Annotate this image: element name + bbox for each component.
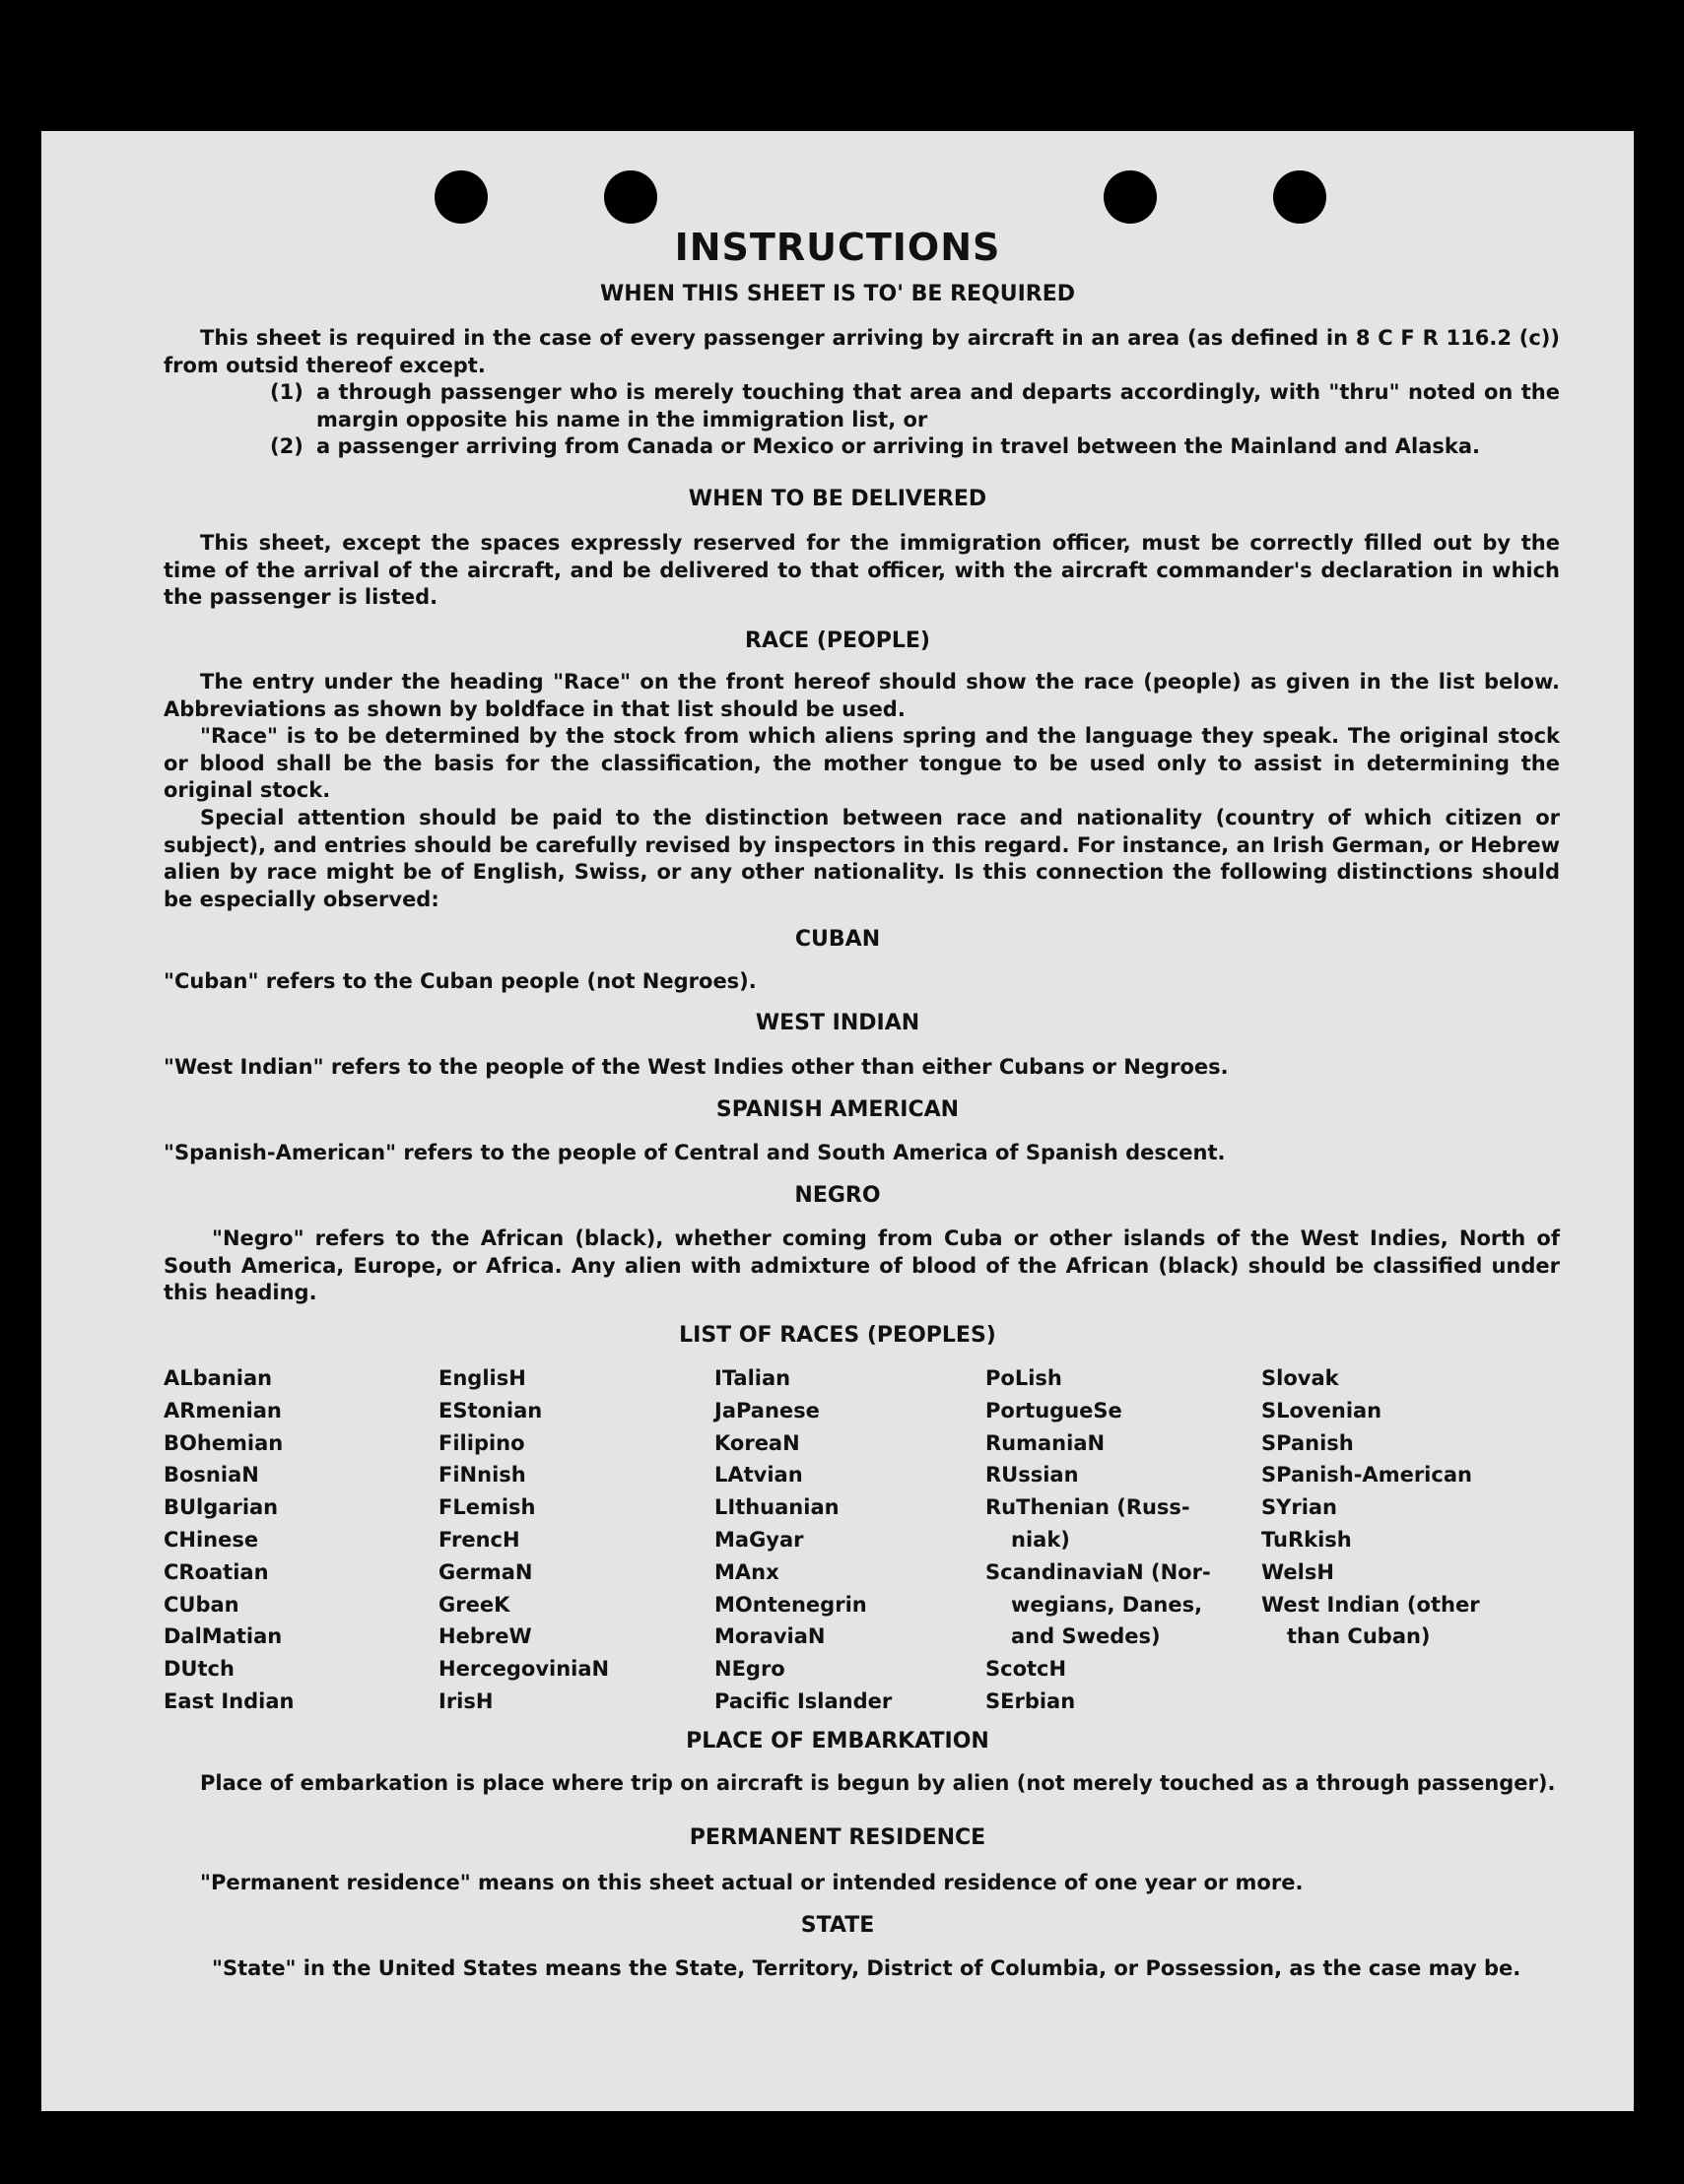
heading-race: RACE (PEOPLE): [745, 629, 930, 653]
race-item: NEgro: [714, 1657, 785, 1682]
race-item: and Swedes): [1011, 1624, 1161, 1649]
race-item: than Cuban): [1287, 1624, 1431, 1649]
race-item: MAnx: [714, 1559, 779, 1584]
heading-embarkation: PLACE OF EMBARKATION: [686, 1729, 989, 1754]
race-item: FLemish: [438, 1495, 536, 1520]
race-item: PoLish: [985, 1366, 1062, 1390]
heading-cuban: CUBAN: [794, 927, 881, 952]
race-item: SErbian: [985, 1688, 1076, 1713]
race-item: DUtch: [164, 1657, 235, 1682]
race-item: FiNnish: [438, 1463, 526, 1488]
document-page: [41, 131, 1634, 2111]
embarkation-text: Place of embarkation is place where trip on aircraft is begun by alien (not merely touched as a through passenger).: [200, 1771, 1556, 1795]
page-title: INSTRUCTIONS: [674, 226, 1001, 269]
race-item: ARmenian: [164, 1398, 282, 1423]
heading-west-indian: WEST INDIAN: [755, 1011, 920, 1035]
heading-spanish-american: SPANISH AMERICAN: [715, 1097, 960, 1122]
race-item: MOntenegrin: [714, 1592, 867, 1617]
race-item: CUban: [164, 1592, 239, 1617]
state-text: "State" in the United States means the State, Territory, District of Columbia, or Possession, as the case may be.: [212, 1956, 1521, 1980]
punch-hole: [604, 170, 657, 224]
races-column-2: [438, 1362, 609, 1718]
item-number: (1): [270, 380, 303, 404]
race-item: SLovenian: [1261, 1398, 1382, 1423]
race-item: RUssian: [985, 1463, 1079, 1488]
punch-hole: [1104, 170, 1157, 224]
race-item: HercegoviniaN: [438, 1657, 610, 1682]
race-item: KoreaN: [714, 1430, 800, 1455]
race-item: HebreW: [438, 1624, 532, 1649]
heading-negro: NEGRO: [794, 1183, 881, 1208]
race-item: RumaniaN: [985, 1430, 1106, 1455]
race-item: Filipino: [438, 1430, 525, 1455]
heading-permanent-residence: PERMANENT RESIDENCE: [689, 1825, 986, 1850]
race-item: SYrian: [1261, 1495, 1338, 1520]
race-item: wegians, Danes,: [1011, 1592, 1203, 1617]
race-item: BOhemian: [164, 1430, 284, 1455]
race-item: FrencH: [438, 1527, 520, 1552]
race-item: BosniaN: [164, 1463, 259, 1488]
race-item: WelsH: [1261, 1559, 1334, 1584]
race-item: JaPanese: [714, 1398, 820, 1423]
punch-hole: [1273, 170, 1326, 224]
race-item: EnglisH: [438, 1366, 526, 1390]
exception-item-1: a through passenger who is merely touching that area and departs accordingly, with "thru" noted on the margin opposite his name in the immigration list, or: [316, 380, 1560, 431]
race-item: TuRkish: [1261, 1527, 1352, 1552]
race-item: GermaN: [438, 1559, 533, 1584]
heading-list-of-races: LIST OF RACES (PEOPLES): [679, 1323, 996, 1348]
spanish-american-text: "Spanish-American" refers to the people of Central and South America of Spanish descent.: [164, 1141, 1226, 1164]
race-item: Slovak: [1261, 1366, 1339, 1390]
race-item: SPanish: [1261, 1430, 1354, 1455]
race-paragraph-1: The entry under the heading "Race" on the front hereof should show the race (people) as given in the list below. Abbreviations as shown by boldface in that list should be used.: [164, 670, 1560, 721]
heading-when-required: WHEN THIS SHEET IS TO' BE REQUIRED: [599, 282, 1076, 306]
west-indian-text: "West Indian" refers to the people of the West Indies other than either Cubans or Negroes.: [164, 1055, 1229, 1079]
race-item: MaGyar: [714, 1527, 804, 1552]
race-item: RuThenian (Russ-: [985, 1495, 1190, 1520]
when-required-intro: This sheet is required in the case of every passenger arriving by aircraft in an area (as defined in 8 C F R 116.2 (c)) from outsid thereof except.: [164, 326, 1560, 377]
when-delivered-text: This sheet, except the spaces expressly reserved for the immigration officer, must be correctly filled out by the time of the arrival of the aircraft, and be delivered to that officer, with the aircraft commander's declaration in which the passenger is listed.: [164, 531, 1560, 609]
race-item: EStonian: [438, 1398, 543, 1423]
races-column-1: [164, 1362, 294, 1718]
cuban-text: "Cuban" refers to the Cuban people (not Negroes).: [164, 969, 757, 993]
race-item: East Indian: [164, 1688, 295, 1713]
race-item: ITalian: [714, 1366, 791, 1390]
race-item: MoraviaN: [714, 1624, 826, 1649]
punch-hole: [435, 170, 488, 224]
heading-when-delivered: WHEN TO BE DELIVERED: [688, 487, 987, 511]
race-item: GreeK: [438, 1592, 510, 1617]
race-item: SPanish-American: [1261, 1463, 1472, 1488]
race-item: LAtvian: [714, 1463, 803, 1488]
heading-state: STATE: [800, 1913, 875, 1938]
item-number: (2): [270, 434, 303, 458]
race-item: DalMatian: [164, 1624, 283, 1649]
races-column-4: [985, 1362, 1211, 1718]
race-item: West Indian (other: [1261, 1592, 1480, 1617]
race-item: Pacific Islander: [714, 1688, 893, 1713]
race-item: ALbanian: [164, 1366, 273, 1390]
exception-item-2: a passenger arriving from Canada or Mexico or arriving in travel between the Mainland and Alaska.: [316, 434, 1480, 458]
race-item: IrisH: [438, 1688, 494, 1713]
race-item: niak): [1011, 1527, 1070, 1552]
race-item: BUlgarian: [164, 1495, 279, 1520]
race-item: ScandinaviaN (Nor-: [985, 1559, 1211, 1584]
races-column-3: [714, 1362, 892, 1718]
race-item: CHinese: [164, 1527, 259, 1552]
negro-text: "Negro" refers to the African (black), whether coming from Cuba or other islands of the West Indies, North of South America, Europe, or Africa. Any alien with admixture of blood of the African (black) should be classified under this heading.: [164, 1226, 1560, 1304]
race-paragraph-3: Special attention should be paid to the distinction between race and nationality (country of which citizen or subject), and entries should be carefully revised by inspectors in this regard. For instance, an Irish German, or Hebrew alien by race might be of English, Swiss, or any other nationality. Is this connection the following distinctions should be especially observed:: [164, 806, 1560, 911]
race-item: LIthuanian: [714, 1495, 840, 1520]
race-item: PortugueSe: [985, 1398, 1122, 1423]
race-item: CRoatian: [164, 1559, 269, 1584]
residence-text: "Permanent residence" means on this sheet actual or intended residence of one year or more.: [200, 1871, 1304, 1894]
races-column-5: [1261, 1362, 1480, 1653]
race-item: ScotcH: [985, 1657, 1067, 1682]
race-paragraph-2: "Race" is to be determined by the stock from which aliens spring and the language they speak. The original stock or blood shall be the basis for the classification, the mother tongue to be used only to assist in determining the original stock.: [164, 724, 1560, 802]
